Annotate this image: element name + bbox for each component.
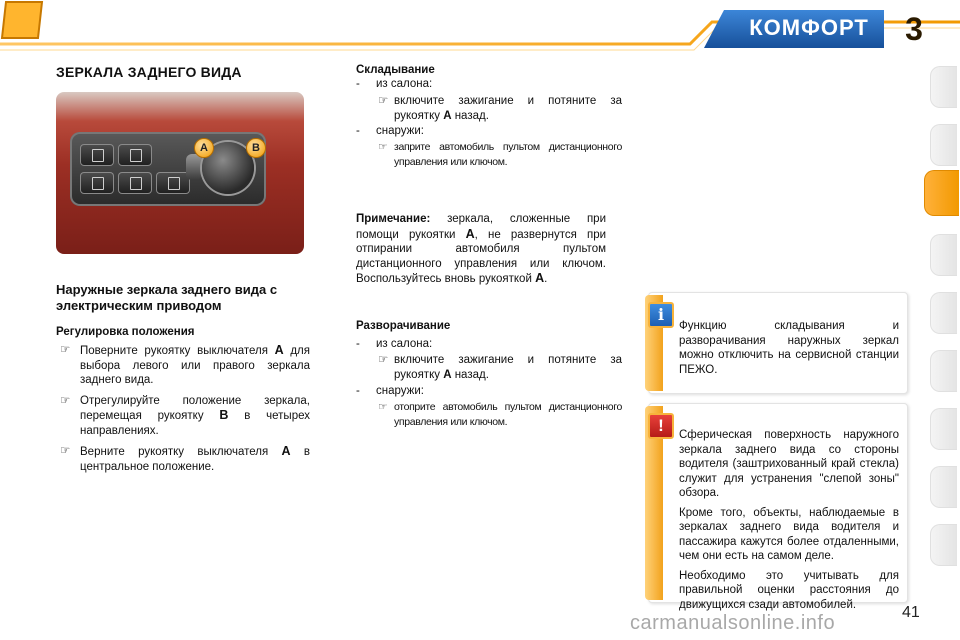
window-button-lock <box>156 172 190 194</box>
info-box-text: Функцию складывания и разворачивания наружных зеркал можно отключить на сервисной станции ПЕЖО. <box>679 320 899 376</box>
chapter-badge <box>0 0 44 40</box>
info-box <box>648 292 908 394</box>
window-button-front-left <box>80 144 114 166</box>
folding-title: Складывание <box>356 64 435 76</box>
warning-icon: ! <box>648 413 674 439</box>
window-button-front-right <box>118 144 152 166</box>
unfold-inside-label: из салона: <box>376 338 433 350</box>
unfold-outside-label: снаружи: <box>376 385 424 397</box>
step-text: Верните рукоятку выключателя <box>80 446 269 458</box>
unfold-from-outside: - снаружи: <box>356 385 424 397</box>
step-ref: B <box>219 408 229 422</box>
step-text: включите зажигание и потяните за рукоятку <box>394 354 622 381</box>
chapter-tabs <box>928 66 960 586</box>
adjust-title: Регулировка положения <box>56 326 195 338</box>
step-text-cont: в четырех направлениях. <box>80 410 310 437</box>
step-ref: A <box>274 343 284 357</box>
step-text: включите зажигание и потяните за рукоятку <box>394 95 622 122</box>
pointer-hand-icon: ☞ <box>60 344 71 356</box>
section-title: ЗЕРКАЛА ЗАДНЕГО ВИДА <box>56 64 242 80</box>
callout-a: A <box>194 138 214 158</box>
adjust-step-2 <box>60 394 310 439</box>
adjust-step-3 <box>60 444 310 474</box>
chapter-number: 3 <box>905 11 923 47</box>
unfold-from-inside: - из салона: <box>356 338 433 350</box>
note-label: Примечание: <box>356 213 431 225</box>
step-ref: A <box>443 368 452 381</box>
window-button-rear-right <box>118 172 152 194</box>
note-paragraph <box>356 212 606 287</box>
step-text: Отрегулируйте положение зеркала, перемещая рукоятку <box>80 394 310 422</box>
page-number: 41 <box>902 604 920 621</box>
note-text-end: . <box>544 273 548 285</box>
unfold-outside-step <box>378 400 622 429</box>
chapter-tab-5[interactable] <box>930 292 957 334</box>
window-button-rear-left <box>80 172 114 194</box>
chapter-tab-4[interactable] <box>930 234 957 276</box>
pointer-hand-icon: ☞ <box>378 95 389 107</box>
chapter-tab-2[interactable] <box>930 124 957 166</box>
step-ref: A <box>281 444 291 458</box>
door-switch-photo <box>56 92 304 254</box>
chapter-tab-9[interactable] <box>930 524 957 566</box>
chapter-tab-6[interactable] <box>930 350 957 392</box>
info-icon: i <box>648 302 674 328</box>
warning-paragraph-2: Кроме того, объекты, наблюдаемые в зеркалах заднего вида водителя и пассажира кажутся более отдаленными, чем они есть на самом деле. <box>679 506 899 562</box>
adjust-steps <box>60 343 310 480</box>
step-text-cont: назад. <box>454 368 489 381</box>
note-ref-2: A <box>535 271 545 285</box>
note-text-cont: , не развернутся при отпирании автомобиля пультом дистанционного управления или ключом. Воспользуйтесь вновь рукояткой <box>356 228 607 285</box>
fold-from-outside: - снаружи: <box>356 125 424 137</box>
warning-box <box>648 403 908 611</box>
subsection-title: Наружные зеркала заднего вида с электрическим приводом <box>56 282 278 313</box>
step-text: отоприте автомобиль пультом дистанционного управления или ключом. <box>394 401 622 428</box>
pointer-hand-icon: ☞ <box>378 141 388 153</box>
step-text-cont: в центральное положение. <box>80 446 310 473</box>
step-ref: A <box>443 109 452 122</box>
chapter-tab-1[interactable] <box>930 66 957 108</box>
chapter-tab-8[interactable] <box>930 466 957 508</box>
step-text-cont: назад. <box>454 109 489 122</box>
unfold-title: Разворачивание <box>356 320 451 332</box>
step-text-cont: для выбора левого или правого зеркала заднего вида. <box>80 345 310 386</box>
unfold-inside-step <box>378 353 622 382</box>
fold-inside-step <box>378 94 622 123</box>
header-bar <box>0 0 960 58</box>
fold-from-inside: - из салона: <box>356 78 433 90</box>
chapter-title: КОМФОРТ <box>749 15 869 40</box>
chapter-tab-3-active[interactable] <box>924 170 959 216</box>
switch-panel <box>70 132 266 206</box>
callout-b: B <box>246 138 266 158</box>
warning-box-text <box>679 428 899 617</box>
watermark: carmanualsonline.info <box>630 612 836 634</box>
warning-paragraph-1: Сферическая поверхность наружного зеркала заднего вида со стороны водителя (заштрихованный край стекла) служит для устранения "слепой зоны" обзора. <box>679 429 899 499</box>
note-ref: A <box>465 226 475 241</box>
note-text: зеркала, сложенные при помощи рукоятки <box>356 213 606 241</box>
fold-outside-step <box>378 140 622 169</box>
fold-outside-label: снаружи: <box>376 125 424 137</box>
warning-paragraph-3: Необходимо это учитывать для правильной оценки расстояния до движущихся сзади автомобилей. <box>679 569 899 611</box>
mirror-selector-knob <box>186 154 202 180</box>
pointer-hand-icon: ☞ <box>378 401 388 413</box>
pointer-hand-icon: ☞ <box>378 354 389 366</box>
fold-inside-label: из салона: <box>376 78 433 90</box>
chapter-tab-7[interactable] <box>930 408 957 450</box>
step-text: Поверните рукоятку выключателя <box>80 345 268 357</box>
pointer-hand-icon: ☞ <box>60 445 71 457</box>
pointer-hand-icon: ☞ <box>60 394 71 407</box>
adjust-step-1 <box>60 343 310 388</box>
step-text: заприте автомобиль пультом дистанционного управления или ключом. <box>394 141 622 168</box>
